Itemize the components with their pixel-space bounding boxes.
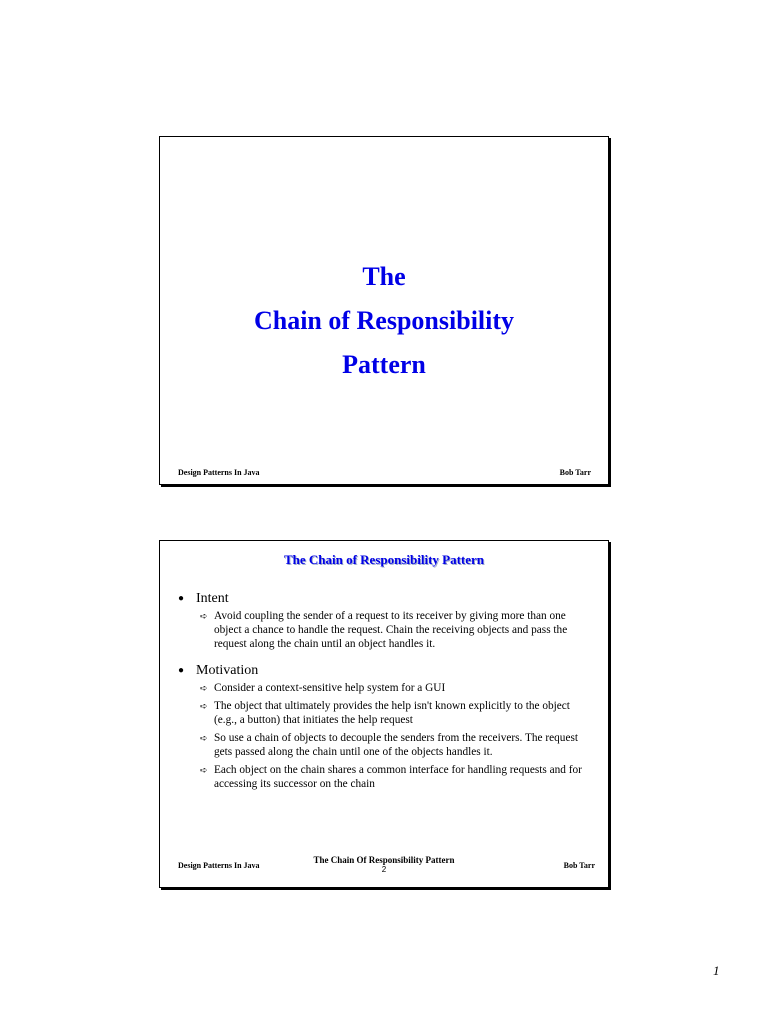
slide-footer-right: Bob Tarr [559, 468, 591, 477]
slide-number: 2 [381, 865, 387, 874]
section-intent [178, 591, 590, 655]
slide-title [160, 255, 608, 387]
slide-heading: The Chain of Responsibility Pattern [283, 552, 485, 567]
bullet-dot-icon: ● [178, 665, 185, 676]
sub-list [200, 609, 590, 651]
bullet-item [178, 663, 590, 679]
sub-item-text: Consider a context-sensitive help system for a GUI [214, 682, 446, 694]
bullet-dot-icon: ● [178, 593, 185, 604]
title-line: Pattern [342, 350, 426, 379]
section-heading: Intent [196, 591, 229, 606]
title-line: The [362, 262, 406, 291]
sub-item [200, 681, 590, 695]
arrow-bullet-icon: ➪ [200, 765, 208, 775]
arrow-bullet-icon: ➪ [200, 701, 208, 711]
sub-item-text: Avoid coupling the sender of a request to its receiver by giving more than one object a chance to handle the request. Chain the receiving objects and pass the request along the chain until an object handles it. [214, 610, 568, 650]
sub-list [200, 681, 590, 791]
slide-footer-left: Design Patterns In Java [178, 861, 260, 870]
sub-item-text: Each object on the chain shares a common interface for handling requests and for accessing its successor on the chain [214, 764, 582, 790]
sub-item [200, 763, 590, 791]
sub-item-text: So use a chain of objects to decouple the senders from the receivers. The request gets passed along the chain until one of the objects handles it. [214, 732, 578, 758]
section-heading: Motivation [196, 663, 259, 678]
content-slide [159, 540, 609, 888]
bullet-item [178, 591, 590, 607]
arrow-bullet-icon: ➪ [200, 733, 208, 743]
sub-item-text: The object that ultimately provides the help isn't known explicitly to the object (e.g., a button) that initiates the help request [214, 700, 570, 726]
slide-footer-left: Design Patterns In Java [178, 468, 260, 477]
sub-item [200, 699, 590, 727]
arrow-bullet-icon: ➪ [200, 611, 208, 621]
arrow-bullet-icon: ➪ [200, 683, 208, 693]
slide-footer-right: Bob Tarr [563, 861, 595, 870]
title-line: Chain of Responsibility [253, 306, 515, 335]
footer-title: The Chain Of Responsibility Pattern [313, 855, 455, 865]
slide-footer-center [160, 855, 608, 875]
page-number: 1 [713, 963, 720, 978]
title-slide [159, 136, 609, 485]
sub-item [200, 609, 590, 651]
section-motivation [178, 663, 590, 795]
sub-item [200, 731, 590, 759]
